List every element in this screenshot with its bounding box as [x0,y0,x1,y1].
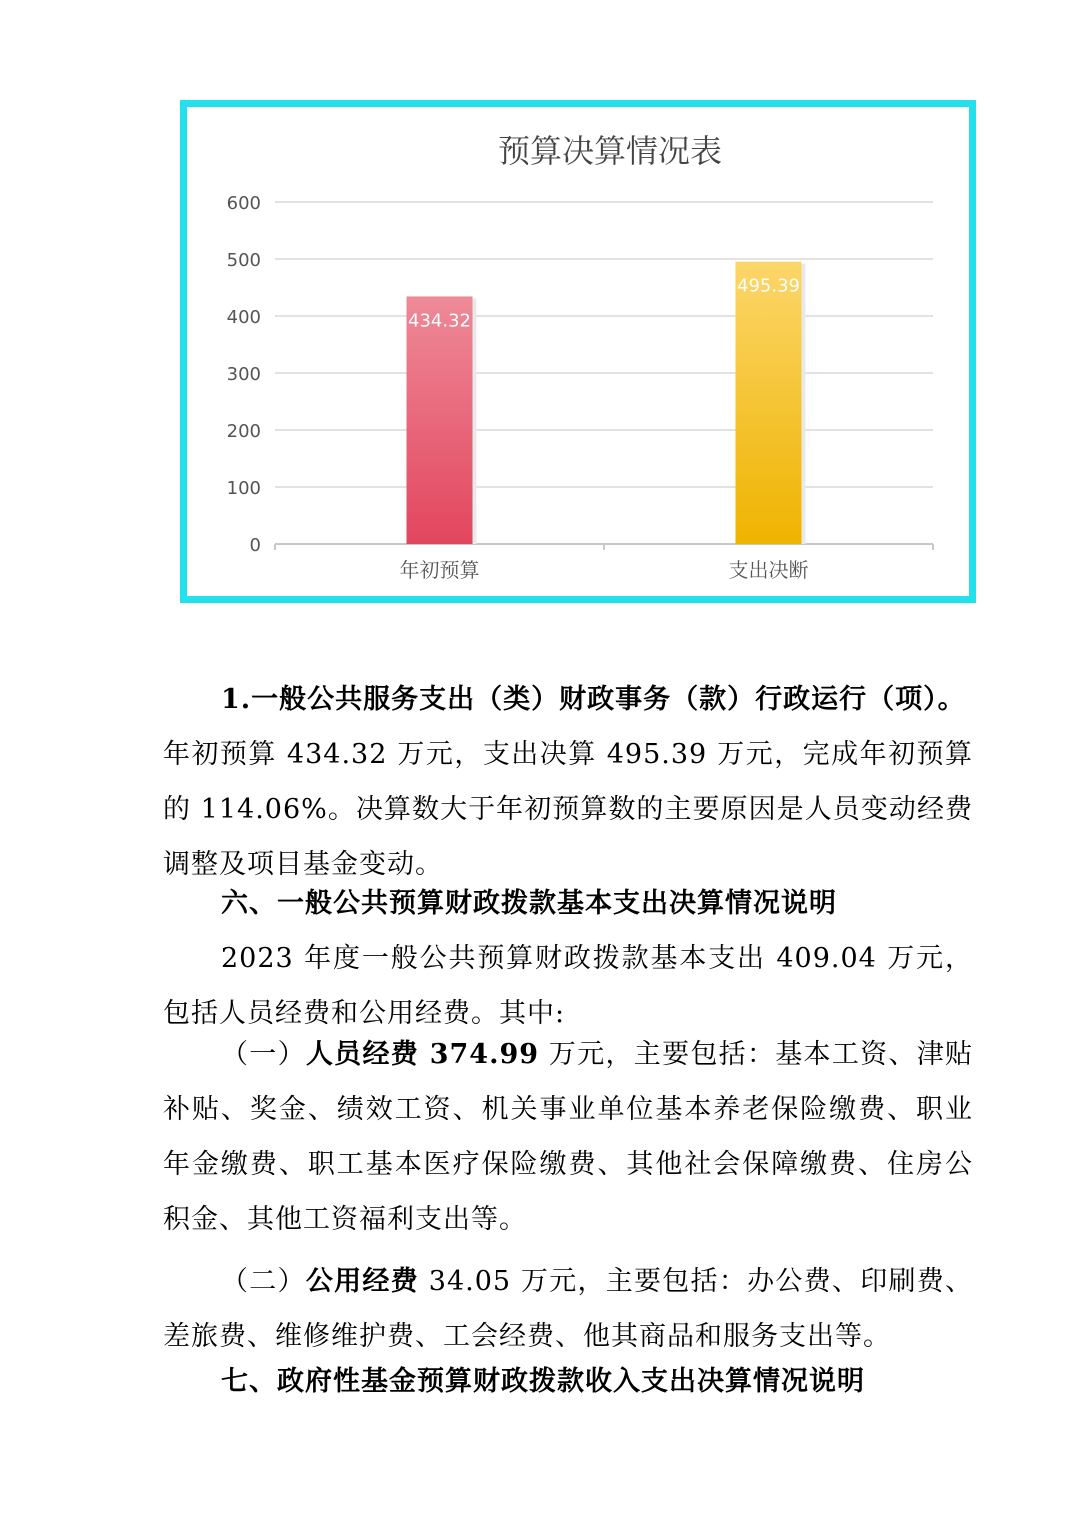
bar [407,296,473,544]
data-label: 434.32 [408,310,471,332]
y-tick-label: 0 [249,535,261,556]
personnel-label: 人员经费 374.99 [305,1039,540,1070]
y-tick-label: 200 [226,421,261,442]
public-prefix: （二） [221,1266,306,1297]
budget-chart-frame [180,100,976,603]
section6-title: 六、一般公共预算财政拨款基本支出决算情况说明 [221,888,837,919]
item1-heading-text: 1.一般公共服务支出（类）财政事务（款）行政运行（项）。 [221,684,966,715]
data-label: 495.39 [737,275,800,297]
item1-body: 年初预算 434.32 万元，支出决算 495.39 万元，完成年初预算的 114.06%。决算数大于年初预算数的主要原因是人员变动经费调整及项目基金变动。 [163,739,973,880]
personnel-prefix: （一） [221,1039,306,1070]
public-expense-paragraph [163,1254,973,1364]
y-tick-label: 400 [226,307,261,328]
chart-title: 预算决算情况表 [497,132,723,170]
section7-title: 七、政府性基金预算财政拨款收入支出决算情况说明 [221,1366,865,1397]
bar [736,262,802,544]
section6-body: 2023 年度一般公共预算财政拨款基本支出 409.04 万元，包括人员经费和公用经费。其中: [163,943,973,1029]
y-tick-label: 300 [226,364,261,385]
y-tick-label: 500 [226,250,261,271]
personnel-expense-paragraph [163,1027,973,1247]
public-body: 34.05 万元，主要包括：办公费、印刷费、差旅费、维修维护费、工会经费、他其商品和服务支出等。 [163,1266,974,1352]
category-label: 支出决断 [728,558,809,582]
y-tick-label: 600 [226,193,261,214]
public-label: 公用经费 [305,1266,419,1297]
personnel-body: 万元，主要包括：基本工资、津贴补贴、奖金、绩效工资、机关事业单位基本养老保险缴费、职业年金缴费、职工基本医疗保险缴费、其他社会保障缴费、住房公积金、其他工资福利支出等。 [163,1039,973,1235]
budget-chart [187,107,969,596]
item1-heading [163,672,973,727]
category-label: 年初预算 [399,558,480,582]
y-tick-label: 100 [226,478,261,499]
